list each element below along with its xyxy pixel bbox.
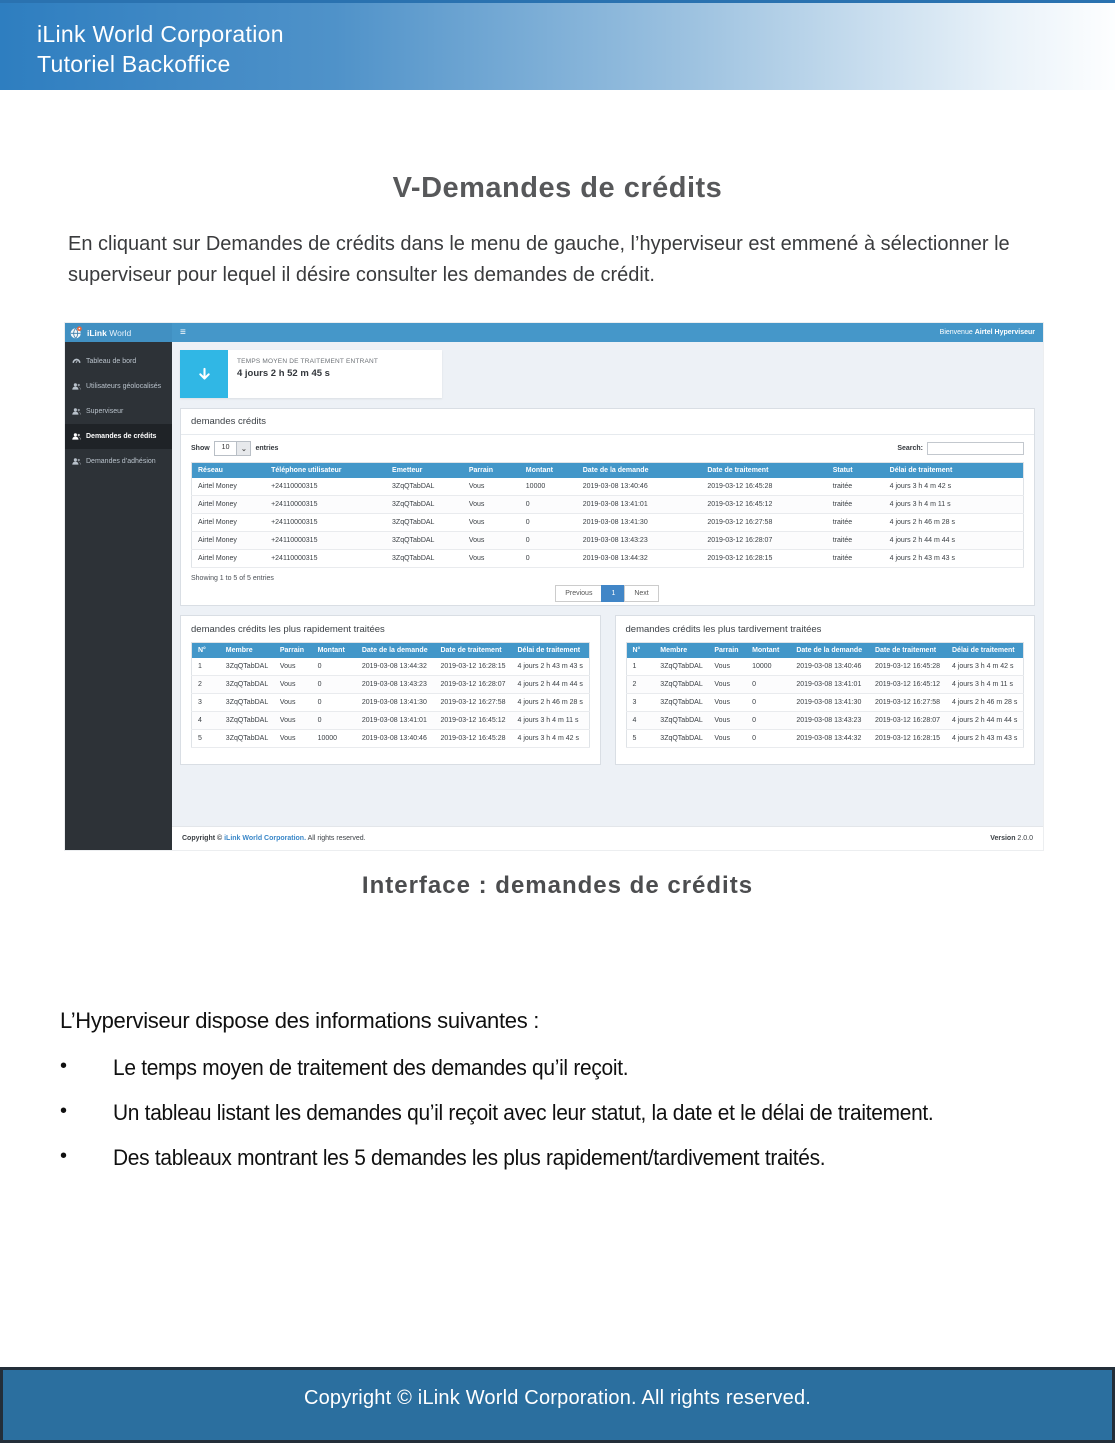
table-cell: 2019-03-12 16:28:07 [701,532,826,550]
table-cell: 0 [746,694,790,712]
column-header[interactable]: Téléphone utilisateur [265,463,386,479]
arrow-down-icon [180,350,228,398]
table-cell: 2019-03-08 13:40:46 [790,658,869,676]
table-cell: 3ZqQTabDAL [386,496,463,514]
table-row [626,676,1024,694]
sidebar-item-demandes-dadhesion[interactable] [65,449,172,474]
version-value: 2.0.0 [1015,835,1033,842]
table-cell: 2019-03-08 13:44:32 [790,730,869,748]
table-row [192,712,590,730]
slowest-table [626,642,1025,748]
table-cell: Vous [274,712,312,730]
table-cell: 2 [626,676,654,694]
column-header[interactable]: Date de la demande [356,643,435,659]
table-cell: 2019-03-08 13:44:32 [577,550,702,568]
sidebar-item-utilisateurs-geolocalises[interactable] [65,374,172,399]
table-cell: 2019-03-08 13:43:23 [577,532,702,550]
table-cell: traitée [827,532,884,550]
column-header[interactable]: Parrain [708,643,746,659]
table-cell: 4 jours 2 h 43 m 43 s [946,730,1024,748]
table-row [192,496,1024,514]
column-header[interactable]: Emetteur [386,463,463,479]
list-item [60,1055,1070,1081]
search-control [897,442,1024,455]
bullet-text: Des tableaux montrant les 5 demandes les plus rapidement/tardivement traités. [113,1145,826,1170]
table-cell: 3ZqQTabDAL [220,676,274,694]
sidebar-item-label: Utilisateurs géolocalisés [86,382,162,390]
table-cell: 2019-03-12 16:27:58 [869,694,946,712]
table-cell: 2019-03-12 16:45:12 [701,496,826,514]
table-cell: Airtel Money [192,478,266,496]
column-header[interactable]: Délai de traitement [946,643,1024,659]
table-cell: 2019-03-12 16:28:07 [434,676,511,694]
pagination [181,585,1034,602]
version-label: Version [990,835,1016,842]
chevron-down-icon: ⌄ [236,442,250,455]
table-cell: 0 [520,532,577,550]
show-label: Show [191,445,210,452]
table-cell: 2019-03-12 16:28:15 [434,658,511,676]
slowest-panel [615,615,1036,765]
entries-label: entries [255,445,279,452]
list-item [60,1145,1070,1171]
column-header[interactable]: Date de la demande [790,643,869,659]
app-body [65,342,1043,850]
table-cell: Vous [274,658,312,676]
column-header[interactable]: N° [626,643,654,659]
table-cell: Vous [463,478,520,496]
table-cell: 2019-03-08 13:41:30 [356,694,435,712]
table-cell: +24110000315 [265,478,386,496]
column-header[interactable]: N° [192,643,220,659]
header-row [626,643,1024,659]
table-cell: 4 [192,712,220,730]
table-cell: 3ZqQTabDAL [386,550,463,568]
sidebar-item-demandes-de-credits[interactable] [65,424,172,449]
demandes-credits-table [191,462,1024,568]
table-cell: 0 [312,658,356,676]
page-footer: Copyright © iLink World Corporation. All rights reserved. [0,1367,1115,1443]
table-cell: 3ZqQTabDAL [386,478,463,496]
table-cell: 2019-03-08 13:41:01 [790,676,869,694]
table-cell: 2019-03-12 16:45:12 [434,712,511,730]
panel-title: demandes crédits les plus rapidement traitées [191,624,385,635]
table-cell: 2019-03-12 16:27:58 [701,514,826,532]
table-cell: 2019-03-12 16:28:07 [869,712,946,730]
company-name: iLink World Corporation [37,21,284,47]
previous-page-button[interactable]: Previous [555,585,602,602]
table-cell: +24110000315 [265,550,386,568]
panel-title: demandes crédits les plus tardivement traitées [625,624,822,635]
table-cell: 4 jours 2 h 44 m 44 s [884,532,1024,550]
app-brand[interactable] [65,323,172,342]
table-cell: Airtel Money [192,514,266,532]
table-cell: 4 jours 2 h 43 m 43 s [884,550,1024,568]
table-cell: 10000 [746,658,790,676]
info-heading: L’Hyperviseur dispose des informations suivantes : [60,1008,540,1033]
table-cell: 2 [192,676,220,694]
table-cell: 4 jours 3 h 4 m 42 s [884,478,1024,496]
table-cell: 2019-03-08 13:43:23 [356,676,435,694]
page-header [0,0,1115,90]
table-cell: 4 jours 2 h 44 m 44 s [512,676,590,694]
table-row [192,532,1024,550]
search-input[interactable] [927,442,1024,455]
table-cell: 5 [192,730,220,748]
table-cell: 2019-03-12 16:45:28 [434,730,511,748]
table-cell: +24110000315 [265,514,386,532]
dashboard-icon [72,357,81,366]
sidebar-item-label: Demandes d’adhésion [86,457,156,465]
app-main [172,342,1043,850]
page-1-button[interactable]: 1 [601,585,625,602]
table-cell: 2019-03-12 16:45:28 [869,658,946,676]
table-cell: 2019-03-08 13:41:01 [356,712,435,730]
table-cell: 2019-03-12 16:27:58 [434,694,511,712]
entries-select-value: 10 [221,444,230,451]
table-cell: 0 [312,676,356,694]
app-footer [172,826,1043,850]
table-cell: Airtel Money [192,496,266,514]
table-row [192,478,1024,496]
info-block [60,1008,1070,1190]
table-cell: 10000 [520,478,577,496]
intro-paragraph: En cliquant sur Demandes de crédits dans le menu de gauche, l’hyperviseur est emmené à sélectionner le superviseur pour lequel il désire consulter les demandes de crédit. [68,233,1010,286]
table-cell: 0 [746,730,790,748]
brand-bold: iLink [87,327,107,338]
table-cell: 0 [312,712,356,730]
stat-value: 4 jours 2 h 52 m 45 s [237,368,330,379]
column-header[interactable]: Parrain [463,463,520,479]
bullet-icon: • [60,1055,68,1077]
table-row [626,694,1024,712]
table-controls [181,435,1034,462]
table-cell: 2019-03-08 13:44:32 [356,658,435,676]
table-row [192,514,1024,532]
table-cell: 2019-03-08 13:41:01 [577,496,702,514]
table-cell: 4 jours 2 h 46 m 28 s [946,694,1024,712]
column-header[interactable]: Montant [312,643,356,659]
column-header[interactable]: Date de traitement [434,643,511,659]
table-cell: Vous [708,712,746,730]
next-page-button[interactable]: Next [624,585,658,602]
table-cell: 3ZqQTabDAL [654,712,708,730]
table-cell: traitée [827,550,884,568]
table-row [192,676,590,694]
table-cell: 4 jours 3 h 4 m 11 s [884,496,1024,514]
table-cell: 0 [520,496,577,514]
demandes-credits-panel [180,408,1035,606]
table-cell: 3 [192,694,220,712]
table-cell: Airtel Money [192,550,266,568]
table-cell: 3ZqQTabDAL [654,676,708,694]
copyright-link[interactable]: iLink World Corporation. [224,835,307,842]
users-icon [72,382,81,391]
table-row [626,658,1024,676]
table-cell: Airtel Money [192,532,266,550]
table-cell: Vous [708,658,746,676]
globe-pin-icon [70,326,83,339]
brand-light: World [109,327,132,338]
topbar-strip [172,323,1043,342]
table-cell: 1 [192,658,220,676]
table-cell: Vous [274,730,312,748]
top5-panels-row [180,615,1035,765]
welcome-prefix: Bienvenue [939,329,975,336]
table-cell: Vous [463,496,520,514]
table-cell: 2019-03-08 13:41:30 [790,694,869,712]
column-header[interactable]: Parrain [274,643,312,659]
stat-text [228,350,387,398]
table-cell: 0 [312,694,356,712]
table-cell: traitée [827,478,884,496]
table-cell: 2019-03-08 13:40:46 [577,478,702,496]
copyright-prefix: Copyright © [182,835,225,842]
app-copyright [182,835,366,842]
stat-card [180,350,442,398]
table-cell: +24110000315 [265,496,386,514]
column-header[interactable]: Délai de traitement [884,463,1024,479]
welcome-user: Airtel Hyperviseur [974,329,1035,336]
column-header[interactable]: Date de traitement [701,463,826,479]
table-cell: 2019-03-08 13:40:46 [356,730,435,748]
bullet-text: Le temps moyen de traitement des demandes qu’il reçoit. [113,1055,629,1080]
table-cell: 3 [626,694,654,712]
app-sidebar [65,342,172,850]
table-cell: 4 jours 2 h 46 m 28 s [884,514,1024,532]
table-cell: 5 [626,730,654,748]
app-brand-name [87,328,131,338]
sidebar-item-label: Demandes de crédits [86,432,157,440]
table-cell: 3ZqQTabDAL [386,532,463,550]
table-cell: 3ZqQTabDAL [220,712,274,730]
table-cell: 1 [626,658,654,676]
table-cell: 4 jours 2 h 43 m 43 s [512,658,590,676]
table-cell: 4 [626,712,654,730]
search-label: Search: [897,445,923,452]
header-row [192,463,1024,479]
column-header[interactable]: Réseau [192,463,266,479]
table-cell: 2019-03-12 16:45:28 [701,478,826,496]
section-title: V-Demandes de crédits [392,172,723,204]
column-header[interactable]: Montant [746,643,790,659]
table-cell: 3ZqQTabDAL [654,694,708,712]
table-cell: 4 jours 3 h 4 m 11 s [512,712,590,730]
table-row [626,712,1024,730]
table-cell: 0 [520,550,577,568]
table-cell: Vous [463,514,520,532]
copyright-suffix: All rights reserved. [306,835,366,842]
table-cell: Vous [274,676,312,694]
table-cell: 4 jours 2 h 46 m 28 s [512,694,590,712]
figure-caption: Interface : demandes de crédits [361,872,754,899]
entries-select[interactable] [214,441,252,456]
app-topbar [65,323,1043,342]
table-cell: 4 jours 2 h 44 m 44 s [946,712,1024,730]
table-cell: 2019-03-12 16:45:12 [869,676,946,694]
stat-label: TEMPS MOYEN DE TRAITEMENT ENTRANT [237,358,379,365]
table-cell: 0 [746,712,790,730]
table-cell: Vous [708,676,746,694]
table-cell: Vous [708,730,746,748]
table-cell: 3ZqQTabDAL [654,730,708,748]
show-entries-control [191,441,278,456]
list-item [60,1100,1070,1126]
table-row [626,730,1024,748]
column-header[interactable]: Date de traitement [869,643,946,659]
fastest-panel [180,615,601,765]
welcome-text [940,329,1035,336]
table-cell: Vous [274,694,312,712]
column-header[interactable]: Membre [654,643,708,659]
showing-entries-text: Showing 1 to 5 of 5 entries [191,575,274,582]
sidebar-item-superviseur[interactable] [65,399,172,424]
table-cell: 3ZqQTabDAL [220,694,274,712]
fastest-table [191,642,590,748]
bullet-text: Un tableau listant les demandes qu’il reçoit avec leur statut, la date et le délai de traitement. [113,1100,934,1125]
backoffice-screenshot [65,323,1043,850]
table-cell: 2019-03-08 13:41:30 [577,514,702,532]
sidebar-item-label: Superviseur [86,407,124,415]
table-cell: 4 jours 3 h 4 m 42 s [946,658,1024,676]
panel-title: demandes crédits [181,409,1034,435]
column-header[interactable]: Délai de traitement [512,643,590,659]
bullet-icon: • [60,1145,68,1167]
table-row [192,694,590,712]
table-cell: 2019-03-08 13:43:23 [790,712,869,730]
sidebar-item-tableau-de-bord[interactable] [65,349,172,374]
app-version [990,835,1033,842]
column-header[interactable]: Membre [220,643,274,659]
column-header[interactable]: Date de la demande [577,463,702,479]
table-cell: 3ZqQTabDAL [220,730,274,748]
table-cell: Vous [708,694,746,712]
table-row [192,730,590,748]
hamburger-icon[interactable]: ≡ [180,326,186,338]
bullet-icon: • [60,1100,68,1122]
table-cell: 10000 [312,730,356,748]
users-icon [72,432,81,441]
sidebar-item-label: Tableau de bord [86,357,137,365]
table-cell: 2019-03-12 16:28:15 [701,550,826,568]
table-cell: 2019-03-12 16:28:15 [869,730,946,748]
table-cell: 4 jours 3 h 4 m 11 s [946,676,1024,694]
column-header[interactable]: Statut [827,463,884,479]
table-row [192,658,590,676]
table-cell: 0 [746,676,790,694]
table-cell: traitée [827,514,884,532]
column-header[interactable]: Montant [520,463,577,479]
table-cell: 3ZqQTabDAL [220,658,274,676]
table-cell: Vous [463,550,520,568]
users-icon [72,407,81,416]
users-icon [72,457,81,466]
table-cell: Vous [463,532,520,550]
table-cell: 0 [520,514,577,532]
table-row [192,550,1024,568]
table-cell: 4 jours 3 h 4 m 42 s [512,730,590,748]
table-cell: 3ZqQTabDAL [654,658,708,676]
table-cell: +24110000315 [265,532,386,550]
table-cell: traitée [827,496,884,514]
table-cell: 3ZqQTabDAL [386,514,463,532]
header-row [192,643,590,659]
doc-subtitle: Tutoriel Backoffice [37,51,231,77]
